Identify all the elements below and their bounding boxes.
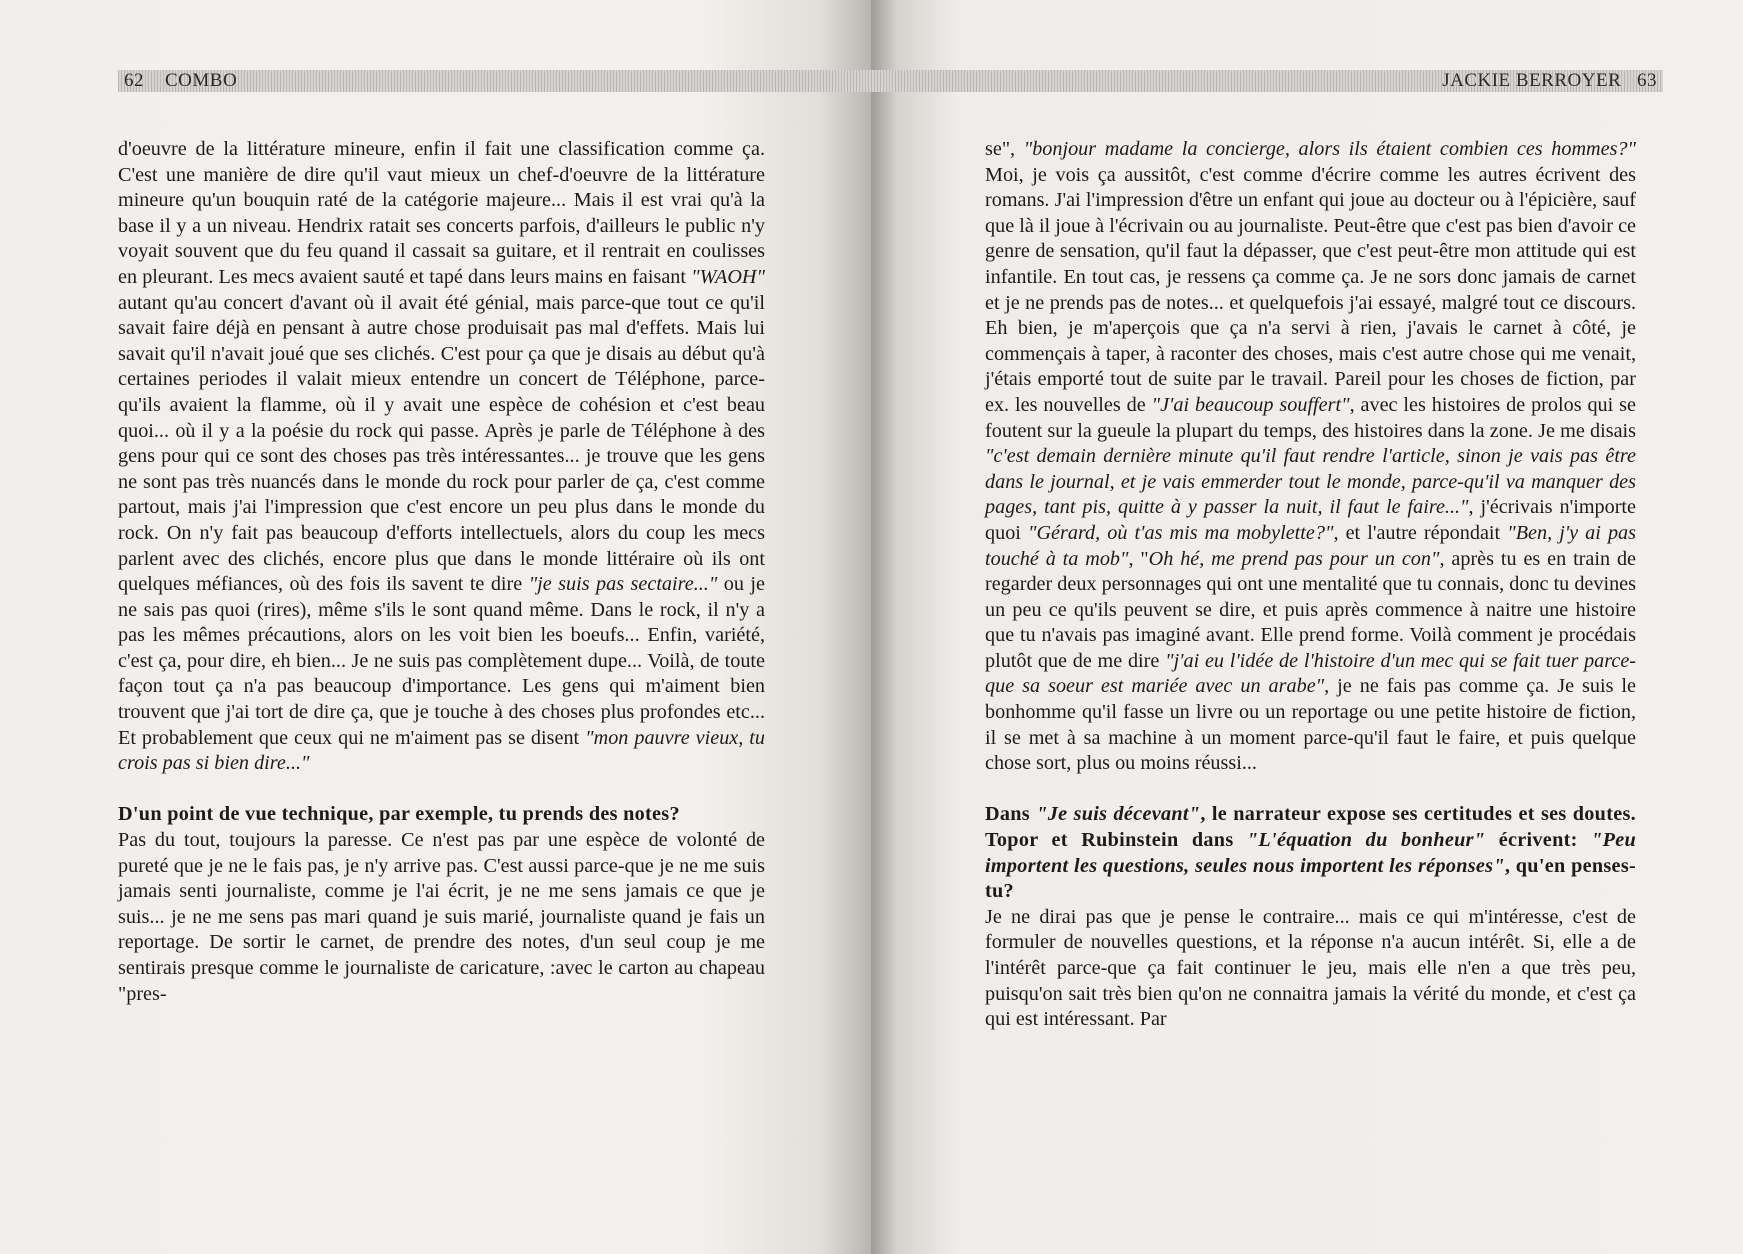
right-page [871, 0, 1743, 1254]
right-interview-question: Dans "Je suis décevant", le narrateur expose ses certitudes et ses doutes. Topor et Rubinstein dans "L'équation du bonheur" écrivent: "Peu importent les questions, seules nous importent les réponses", qu'en penses-tu? [985, 803, 1636, 903]
left-body-text [118, 137, 765, 1007]
right-paragraph-1: se", "bonjour madame la concierge, alors ils étaient combien ces hommes?" Moi, je vois ça aussitôt, c'est comme d'écrire comme les autres écrivent des romans. J'ai l'impression d'être un enfant qui joue au docteur ou à l'épicière, sauf que là il joue à l'écrivain ou au journaliste. Peut-être que c'est pas bien d'avoir ce genre de sensation, qu'il faut la dépasser, que c'est peut-être mon attitude qui est infantile. En tout cas, je ressens ça comme ça. Je ne sors donc jamais de carnet et je ne prends pas de notes... et quelquefois j'ai essayé, malgré tout ce discours. Eh bien, je m'aperçois que ça n'a servi à rien, j'avais le carnet à côté, je commençais à taper, à raconter des choses, mais c'est autre chose qui me venait, j'étais emporté tout de suite par le travail. Pareil pour les choses de fiction, par ex. les nouvelles de "J'ai beaucoup souffert", avec les histoires de prolos qui se foutent sur la gueule la plupart du temps, des histoires dans la zone. Je me disais "c'est demain dernière minute qu'il faut rendre l'article, sinon je vais pas être dans le journal, et je vais emmerder tout le monde, parce-qu'il va manquer des pages, tant pis, quitte à y passer la nuit, il faut le faire...", j'écrivais n'importe quoi "Gérard, où t'as mis ma mobylette?", et l'autre répondait "Ben, j'y ai pas touché à ta mob", "Oh hé, me prend pas pour un con", après tu es en train de regarder deux personnages qui ont une mentalité que tu connais, donc tu devines un peu ce qu'ils peuvent se dire, et puis après commence à naitre une histoire que tu n'avais pas imaginé avant. Elle prend forme. Voilà comment je procédais plutôt que de me dire "j'ai eu l'idée de l'histoire d'un mec qui se fait tuer parce-que sa soeur est mariée avec un arabe", je ne fais pas comme ça. Je suis le bonhomme qu'il fasse un livre ou un reportage ou une petite histoire de fiction, il se met à sa machine à un moment parce-qu'il faut le faire, et puis quelque chose sort, plus ou moins réussi... [985, 138, 1637, 775]
left-page-number: 62 [124, 70, 144, 91]
right-page-number: 63 [1637, 70, 1657, 91]
left-page [0, 0, 871, 1254]
right-paragraph-2: Je ne dirai pas que je pense le contraire... mais ce qui m'intéresse, c'est de formuler de nouvelles questions, et la réponse n'a aucun intérêt. Si, elle a de l'intérêt parce-que ça fait continuer le jeu, mais elle n'en a que très peu, puisqu'on sait très bien qu'on ne connaitra jamais la vérité du monde, et c'est ça qui est intéressant. Par [985, 905, 1636, 1031]
right-running-header [871, 70, 1663, 92]
right-header-title: JACKIE BERROYER [1442, 70, 1622, 91]
left-paragraph-1: d'oeuvre de la littérature mineure, enfin il fait une classification comme ça. C'est une manière de dire qu'il vaut mieux un chef-d'oeuvre de la littérature mineure qu'un bouquin raté de la catégorie majeure... Mais il est vrai qu'à la base il y a un niveau. Hendrix ratait ses concerts parfois, d'ailleurs le public n'y voyait souvent que du feu quand il cassait sa guitare, et il rentrait en coulisses en pleurant. Les mecs avaient sauté et tapé dans leurs mains en faisant "WAOH" autant qu'au concert d'avant où il avait été génial, mais parce-que tout ce qu'il savait faire déjà en pensant à autre chose produisait pas mal d'effets. Mais lui savait qu'il n'avait joué que ses clichés. C'est pour ça que je disais au début qu'à certaines periodes il valait mieux entendre un concert de Téléphone, parce-qu'ils avaient la flamme, où il y avait une espèce de cohésion et c'est beau quoi... où il y a la poésie du rock qui passe. Après je parle de Téléphone à des gens pour qui ce sont des choses pas très intéressantes... je trouve que les gens ne sont pas très nuancés dans le monde du rock pour parler de ça, c'est comme partout, mais j'ai l'impression que c'est encore un peu plus dans le monde du rock. On n'y fait pas beaucoup d'efforts intellectuels, alors du coup les mecs parlent avec des clichés, encore plus que dans le monde littéraire où ils ont quelques méfiances, où des fois ils savent te dire "je suis pas sectaire..." ou je ne sais pas quoi (rires), même s'ils le sont quand même. Dans le rock, il n'y a pas les mêmes précautions, alors on les voit bien les boeufs... Enfin, variété, c'est ça, pour dire, eh bien... Je ne suis pas complètement dupe... Voilà, de toute façon tout ça n'a pas beaucoup d'importance. Les gens qui m'aiment bien trouvent que j'ai tort de dire ça, que je touche à des choses plus profondes etc... Et probablement que ceux qui ne m'aiment pas se disent "mon pauvre vieux, tu crois pas si bien dire..." [118, 138, 765, 775]
left-interview-question: D'un point de vue technique, par exemple, tu prends des notes? [118, 803, 680, 826]
left-running-header [118, 70, 871, 92]
left-paragraph-2: Pas du tout, toujours la paresse. Ce n'est pas par une espèce de volonté de pureté que je ne le fais pas, je n'y arrive pas. C'est aussi parce-que je ne me suis jamais senti journaliste, comme je l'ai écrit, je ne me sens jamais ce que je suis... je ne me sens pas mari quand je suis marié, journaliste quand je fais un reportage. De sortir le carnet, de prendre des notes, d'un seul coup je me sentirais presque comme le journaliste de caricature, :avec le carton au chapeau "pres- [118, 829, 765, 1005]
right-body-text [985, 137, 1636, 1033]
left-header-title: COMBO [165, 70, 238, 91]
